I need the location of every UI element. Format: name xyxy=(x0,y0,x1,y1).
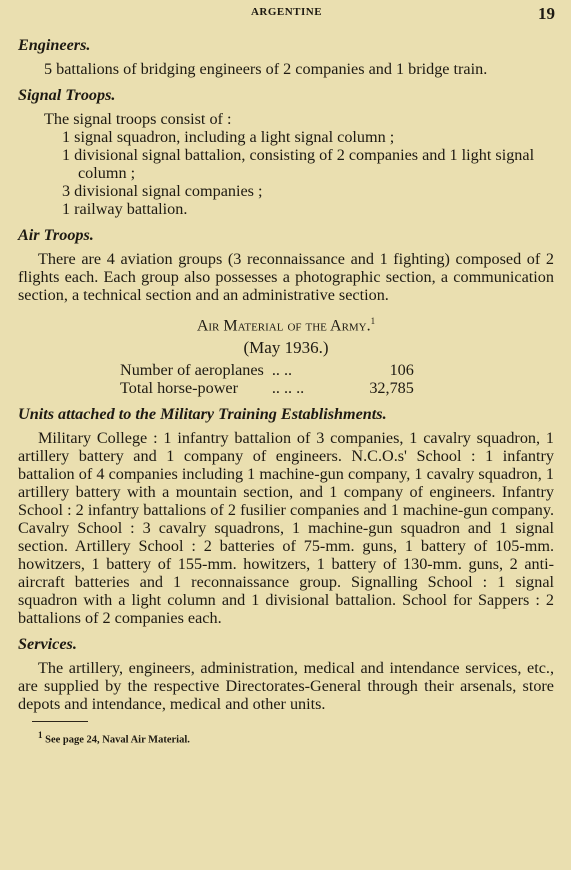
running-title: ARGENTINE xyxy=(250,6,323,18)
page-content xyxy=(18,36,554,750)
footnote-text: See page 24, Naval Air Material. xyxy=(45,734,190,746)
air-material-table-section xyxy=(18,312,554,397)
air-material-title: Air Material of the Army.$^1$ xyxy=(196,316,376,335)
row-value: 106 xyxy=(389,361,414,380)
units-section xyxy=(18,405,554,627)
air-troops-text: There are 4 aviation groups (3 reconnaissance and 1 fighting) composed of 2 flights each. Each group also possesses a photographic section, a communication section, a technical section and an administrative section. xyxy=(18,250,554,304)
row-leader-dots: .. .. xyxy=(271,361,293,380)
signal-troops-intro: The signal troops consist of : xyxy=(44,110,232,128)
air-material-table xyxy=(120,361,414,397)
row-label: Total horse-power xyxy=(120,379,238,398)
page-header xyxy=(18,6,555,22)
signal-troops-heading: Signal Troops. xyxy=(18,86,116,104)
table-row xyxy=(120,361,414,379)
row-label: Number of aeroplanes xyxy=(120,361,264,380)
units-heading: Units attached to the Military Training Establishments. xyxy=(18,405,387,424)
list-item: 1 signal squadron, including a light signal column ; xyxy=(62,128,395,146)
list-item: 1 divisional signal battalion, consisting of 2 companies and 1 light signal column ; xyxy=(62,146,535,182)
air-material-date: (May 1936.) xyxy=(243,338,329,358)
list-item: 1 railway battalion. xyxy=(62,200,188,218)
footnote xyxy=(38,726,554,750)
signal-troops-section xyxy=(18,86,554,218)
air-troops-heading: Air Troops. xyxy=(18,226,94,244)
air-troops-section xyxy=(18,226,554,304)
services-text: The artillery, engineers, administration, medical and intendance services, etc., are supplied by the respective Directorates-General through their arsenals, store depots and intendance, medical and other units. xyxy=(18,659,554,714)
engineers-heading: Engineers. xyxy=(18,36,91,54)
row-value: 32,785 xyxy=(369,379,414,398)
list-item: 3 divisional signal companies ; xyxy=(62,182,263,200)
units-text: Military College : 1 infantry battalion of 3 companies, 1 cavalry squadron, 1 artillery battery and 1 company of engineers. N.C.O.s' School : 1 infantry battalion of 4 companies including 1 machine-gun company, 1 cavalry squadron, 1 artillery battery with a mountain section, and 1 company of engineers. Infantry School : 2 infantry battalions of 2 fusilier companies and 1 machine-gun company. Cavalry School : 3 cavalry squadrons, 1 machine-gun squadron and 1 signal section. Artillery School : 2 batteries of 75-mm. guns, 1 battery of 105-mm. howitzers, 1 battery of 155-mm. howitzers, 1 battery of 130-mm. guns, 2 anti-aircraft batteries and 1 reconnaissance group. Signalling School : 1 signal squadron with a light column and 1 divisional battalion. School for Sappers : 2 battalions of 2 companies each. xyxy=(18,429,554,628)
services-section xyxy=(18,635,554,713)
footnote-reference: 1 xyxy=(370,316,376,326)
row-leader-dots: .. .. .. xyxy=(271,379,305,398)
services-heading: Services. xyxy=(18,635,77,654)
table-row xyxy=(120,379,414,397)
engineers-section xyxy=(18,36,554,78)
page-number: 19 xyxy=(538,4,555,23)
engineers-text: 5 battalions of bridging engineers of 2 companies and 1 bridge train. xyxy=(44,60,488,78)
footnote-divider xyxy=(32,721,88,722)
signal-troops-list xyxy=(62,128,554,218)
footnote-mark: 1 xyxy=(38,730,43,741)
